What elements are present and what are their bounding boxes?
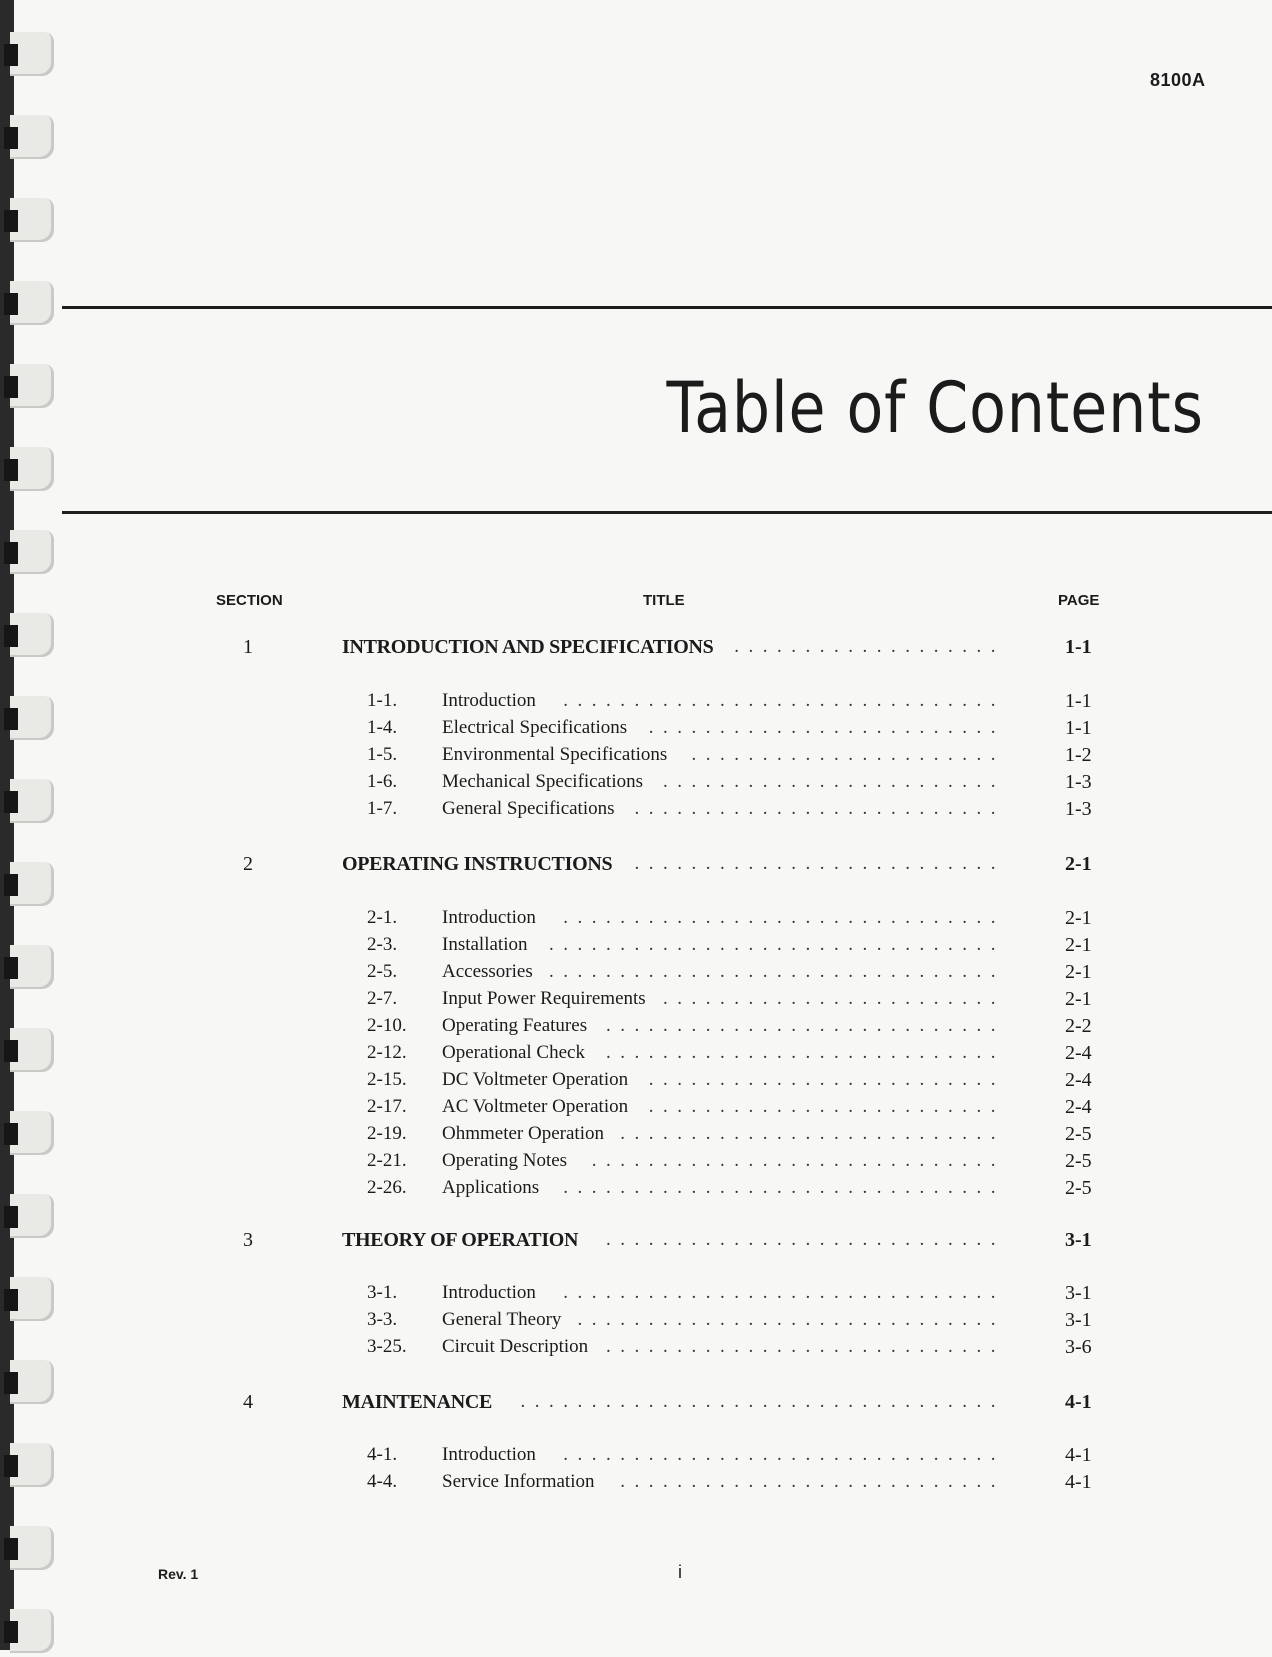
item-page: 1-3 xyxy=(1065,771,1092,793)
section-number: 2 xyxy=(243,853,253,875)
document-code: 8100A xyxy=(1150,70,1206,90)
item-page: 2-1 xyxy=(1065,961,1092,983)
toc-item-row xyxy=(0,1282,1272,1308)
item-title: Accessories xyxy=(442,961,533,982)
dot-leader: ......................... xyxy=(648,717,1005,738)
binding-ring xyxy=(4,526,58,578)
dot-leader: ........................ xyxy=(663,771,1005,792)
item-title: Installation xyxy=(442,934,528,955)
item-page: 1-2 xyxy=(1065,744,1092,766)
item-title: General Specifications xyxy=(442,798,615,819)
dot-leader: .......................... xyxy=(634,853,1005,874)
item-page: 2-1 xyxy=(1065,907,1092,929)
item-number: 3-1. xyxy=(367,1282,398,1303)
toc-item-row xyxy=(0,1177,1272,1203)
binding-ring xyxy=(4,28,58,80)
item-number: 2-26. xyxy=(367,1177,407,1198)
binding-ring xyxy=(4,111,58,163)
bottom-rule xyxy=(62,511,1272,514)
toc-item-row xyxy=(0,1471,1272,1497)
revision-label: Rev. 1 xyxy=(158,1566,199,1582)
toc-item-row xyxy=(0,717,1272,743)
item-title: Applications xyxy=(442,1177,540,1198)
dot-leader: ............................. xyxy=(591,1150,1005,1171)
item-number: 2-12. xyxy=(367,1042,407,1063)
section-title: INTRODUCTION AND SPECIFICATIONS xyxy=(342,636,714,658)
item-title: Introduction xyxy=(442,1444,536,1465)
item-title: AC Voltmeter Operation xyxy=(442,1096,629,1117)
ring-bar xyxy=(4,127,18,149)
item-title: Introduction xyxy=(442,690,536,711)
toc-item-row xyxy=(0,934,1272,960)
section-page: 3-1 xyxy=(1065,1229,1092,1251)
item-page: 2-4 xyxy=(1065,1096,1092,1118)
toc-item-row xyxy=(0,1150,1272,1176)
ring-bar xyxy=(4,293,18,315)
section-page: 1-1 xyxy=(1065,636,1092,658)
item-page: 2-5 xyxy=(1065,1150,1092,1172)
item-page: 2-5 xyxy=(1065,1177,1092,1199)
item-number: 1-6. xyxy=(367,771,398,792)
section-page: 2-1 xyxy=(1065,853,1092,875)
item-title: Operating Notes xyxy=(442,1150,568,1171)
item-title: Operational Check xyxy=(442,1042,585,1063)
item-page: 1-1 xyxy=(1065,690,1092,712)
item-title: Ohmmeter Operation xyxy=(442,1123,604,1144)
ring-bar xyxy=(4,44,18,66)
dot-leader: ............................... xyxy=(563,1282,1005,1303)
top-rule xyxy=(62,306,1272,309)
toc-section-row xyxy=(0,1391,1272,1417)
toc-item-row xyxy=(0,961,1272,987)
toc-item-row xyxy=(0,1096,1272,1122)
title-column-header: TITLE xyxy=(643,592,685,609)
binding-ring xyxy=(4,360,58,412)
item-number: 2-19. xyxy=(367,1123,407,1144)
dot-leader: ............................... xyxy=(563,690,1005,711)
toc-item-row xyxy=(0,744,1272,770)
section-title: OPERATING INSTRUCTIONS xyxy=(342,853,613,875)
dot-leader: ............................... xyxy=(563,1177,1005,1198)
item-number: 2-5. xyxy=(367,961,398,982)
item-page: 1-3 xyxy=(1065,798,1092,820)
item-title: Operating Features xyxy=(442,1015,588,1036)
item-page: 2-2 xyxy=(1065,1015,1092,1037)
toc-item-row xyxy=(0,1015,1272,1041)
dot-leader: ................... xyxy=(734,636,1005,657)
dot-leader: ............................ xyxy=(606,1229,1005,1250)
toc-item-row xyxy=(0,798,1272,824)
item-number: 4-4. xyxy=(367,1471,398,1492)
toc-section-row xyxy=(0,636,1272,662)
dot-leader: ........................... xyxy=(620,1471,1005,1492)
item-title: Environmental Specifications xyxy=(442,744,668,765)
item-number: 2-7. xyxy=(367,988,398,1009)
item-page: 3-6 xyxy=(1065,1336,1092,1358)
item-number: 2-1. xyxy=(367,907,398,928)
dot-leader: ........................... xyxy=(620,1123,1005,1144)
item-number: 1-1. xyxy=(367,690,398,711)
item-title: Circuit Description xyxy=(442,1336,589,1357)
item-page: 2-1 xyxy=(1065,934,1092,956)
item-number: 1-5. xyxy=(367,744,398,765)
binding-ring xyxy=(4,194,58,246)
item-number: 1-4. xyxy=(367,717,398,738)
item-number: 2-15. xyxy=(367,1069,407,1090)
toc-item-row xyxy=(0,1336,1272,1362)
item-number: 2-10. xyxy=(367,1015,407,1036)
item-title: Mechanical Specifications xyxy=(442,771,644,792)
section-number: 4 xyxy=(243,1391,253,1413)
section-page: 4-1 xyxy=(1065,1391,1092,1413)
item-page: 2-4 xyxy=(1065,1069,1092,1091)
page-column-header: PAGE xyxy=(1058,592,1100,609)
toc-item-row xyxy=(0,1444,1272,1470)
ring-bar xyxy=(4,542,18,564)
section-number: 3 xyxy=(243,1229,253,1251)
dot-leader: ................................ xyxy=(549,934,1005,955)
ring-bar xyxy=(4,1621,18,1643)
dot-leader: ......................... xyxy=(648,1069,1005,1090)
section-number: 1 xyxy=(243,636,253,658)
item-title: Input Power Requirements xyxy=(442,988,646,1009)
section-title: MAINTENANCE xyxy=(342,1391,493,1413)
section-column-header: SECTION xyxy=(216,592,283,609)
footer-page-number: i xyxy=(678,1562,682,1582)
binding-ring xyxy=(4,1522,58,1574)
dot-leader: ...................... xyxy=(691,744,1005,765)
dot-leader: ............................ xyxy=(606,1042,1005,1063)
item-number: 2-17. xyxy=(367,1096,407,1117)
item-number: 3-25. xyxy=(367,1336,407,1357)
dot-leader: ............................... xyxy=(563,1444,1005,1465)
section-title: THEORY OF OPERATION xyxy=(342,1229,579,1251)
ring-bar xyxy=(4,210,18,232)
dot-leader: ............................ xyxy=(606,1015,1005,1036)
item-title: Electrical Specifications xyxy=(442,717,628,738)
item-title: Service Information xyxy=(442,1471,595,1492)
dot-leader: ............................... xyxy=(563,907,1005,928)
item-page: 4-1 xyxy=(1065,1444,1092,1466)
ring-bar xyxy=(4,1206,18,1228)
toc-item-row xyxy=(0,988,1272,1014)
toc-item-row xyxy=(0,1309,1272,1335)
dot-leader: ................................ xyxy=(549,961,1005,982)
item-page: 3-1 xyxy=(1065,1309,1092,1331)
dot-leader: ............................ xyxy=(606,1336,1005,1357)
dot-leader: .......................... xyxy=(634,798,1005,819)
item-number: 2-21. xyxy=(367,1150,407,1171)
toc-item-row xyxy=(0,1069,1272,1095)
toc-item-row xyxy=(0,690,1272,716)
ring-bar xyxy=(4,376,18,398)
dot-leader: ........................ xyxy=(663,988,1005,1009)
binding-ring xyxy=(4,1605,58,1657)
ring-bar xyxy=(4,459,18,481)
dot-leader: .................................. xyxy=(520,1391,1005,1412)
toc-item-row xyxy=(0,1042,1272,1068)
item-page: 2-4 xyxy=(1065,1042,1092,1064)
item-page: 2-1 xyxy=(1065,988,1092,1010)
toc-section-row xyxy=(0,853,1272,879)
item-page: 1-1 xyxy=(1065,717,1092,739)
item-title: DC Voltmeter Operation xyxy=(442,1069,629,1090)
ring-bar xyxy=(4,1538,18,1560)
item-number: 2-3. xyxy=(367,934,398,955)
binding-ring xyxy=(4,443,58,495)
dot-leader: .............................. xyxy=(577,1309,1005,1330)
item-number: 1-7. xyxy=(367,798,398,819)
item-page: 2-5 xyxy=(1065,1123,1092,1145)
binding-ring xyxy=(4,277,58,329)
item-number: 3-3. xyxy=(367,1309,398,1330)
item-title: General Theory xyxy=(442,1309,562,1330)
item-title: Introduction xyxy=(442,1282,536,1303)
toc-section-row xyxy=(0,1229,1272,1255)
toc-item-row xyxy=(0,907,1272,933)
toc-item-row xyxy=(0,1123,1272,1149)
page-title: Table of Contents xyxy=(666,367,1204,449)
dot-leader: ......................... xyxy=(648,1096,1005,1117)
toc-item-row xyxy=(0,771,1272,797)
item-title: Introduction xyxy=(442,907,536,928)
item-page: 3-1 xyxy=(1065,1282,1092,1304)
item-page: 4-1 xyxy=(1065,1471,1092,1493)
item-number: 4-1. xyxy=(367,1444,398,1465)
